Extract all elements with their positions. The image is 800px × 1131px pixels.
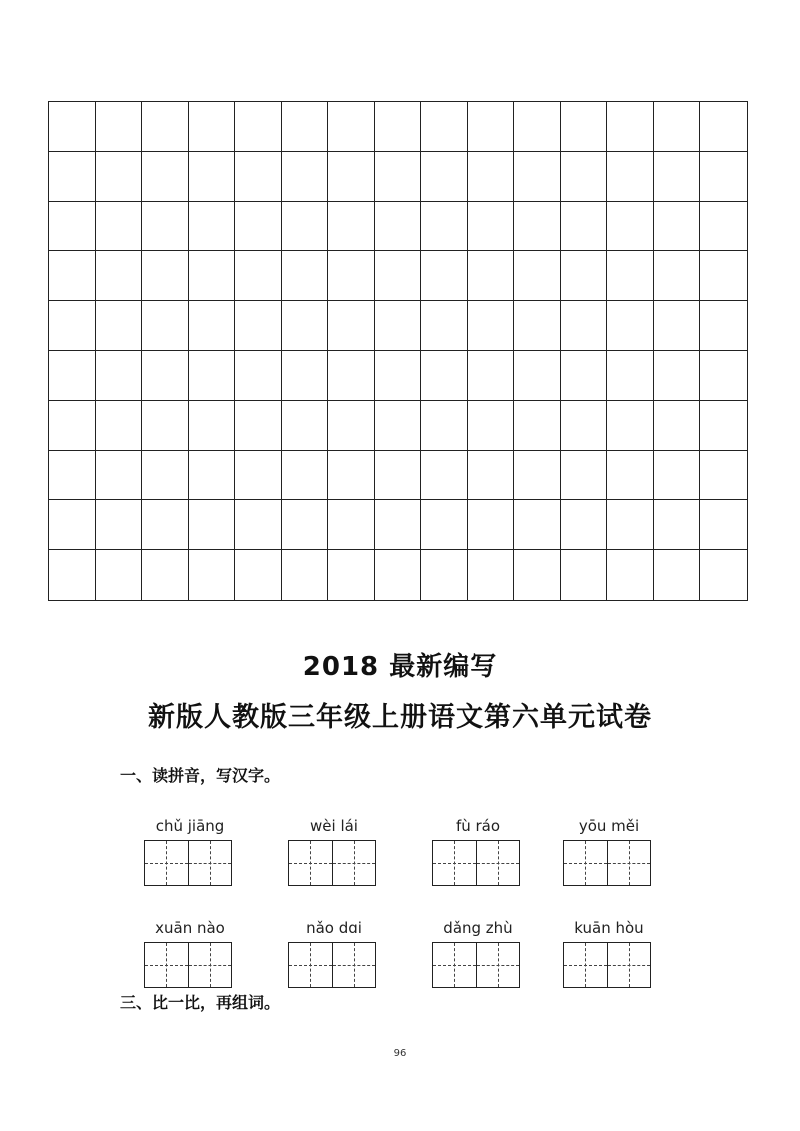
writing-grid-cell[interactable]	[561, 251, 608, 301]
writing-grid-cell[interactable]	[282, 401, 329, 451]
writing-grid-cell[interactable]	[421, 301, 468, 351]
writing-grid-cell[interactable]	[328, 351, 375, 401]
writing-grid-cell[interactable]	[654, 251, 701, 301]
writing-grid-cell[interactable]	[654, 102, 701, 152]
writing-grid-cell[interactable]	[328, 451, 375, 501]
tianzige-cell[interactable]	[145, 943, 188, 987]
writing-grid-cell[interactable]	[282, 500, 329, 550]
writing-grid-cell[interactable]	[96, 500, 143, 550]
writing-grid-cell[interactable]	[328, 301, 375, 351]
writing-grid-cell[interactable]	[282, 251, 329, 301]
writing-grid-cell[interactable]	[189, 152, 236, 202]
writing-grid-cell[interactable]	[49, 152, 96, 202]
tianzige-cell[interactable]	[564, 943, 607, 987]
writing-grid-cell[interactable]	[328, 500, 375, 550]
tianzige-box-pair[interactable]	[563, 840, 651, 886]
writing-grid-cell[interactable]	[700, 251, 747, 301]
writing-grid-cell[interactable]	[282, 102, 329, 152]
pinyin-label: fù ráo	[455, 817, 501, 835]
pinyin-word	[288, 918, 380, 988]
tianzige-box-pair[interactable]	[432, 840, 520, 886]
writing-grid-cell[interactable]	[700, 351, 747, 401]
writing-grid-cell[interactable]	[468, 202, 515, 252]
writing-grid-cell[interactable]	[607, 102, 654, 152]
writing-grid-cell[interactable]	[142, 301, 189, 351]
writing-grid-cell[interactable]	[328, 401, 375, 451]
writing-grid-cell[interactable]	[49, 202, 96, 252]
writing-grid-cell[interactable]	[654, 550, 701, 600]
writing-grid-cell[interactable]	[96, 351, 143, 401]
writing-grid-cell[interactable]	[700, 102, 747, 152]
writing-grid-cell[interactable]	[421, 251, 468, 301]
writing-grid-cell[interactable]	[49, 351, 96, 401]
writing-grid-cell[interactable]	[375, 401, 422, 451]
writing-grid-cell[interactable]	[700, 152, 747, 202]
writing-grid-cell[interactable]	[421, 102, 468, 152]
writing-grid-cell[interactable]	[142, 550, 189, 600]
writing-grid-cell[interactable]	[654, 301, 701, 351]
writing-grid-cell[interactable]	[96, 401, 143, 451]
writing-grid-cell[interactable]	[142, 102, 189, 152]
writing-grid-cell[interactable]	[189, 550, 236, 600]
writing-grid-cell[interactable]	[142, 500, 189, 550]
tianzige-box-pair[interactable]	[288, 942, 376, 988]
writing-grid-cell[interactable]	[375, 550, 422, 600]
writing-grid-cell[interactable]	[514, 152, 561, 202]
writing-grid-cell[interactable]	[514, 251, 561, 301]
writing-grid-cell[interactable]	[561, 500, 608, 550]
tianzige-cell[interactable]	[433, 943, 476, 987]
writing-grid-cell[interactable]	[49, 500, 96, 550]
writing-grid-cell[interactable]	[189, 351, 236, 401]
writing-grid-cell[interactable]	[654, 152, 701, 202]
writing-grid-cell[interactable]	[235, 202, 282, 252]
pinyin-label: wèi lái	[310, 817, 358, 835]
writing-grid-cell[interactable]	[142, 401, 189, 451]
writing-grid-cell[interactable]	[654, 401, 701, 451]
writing-grid-cell[interactable]	[375, 351, 422, 401]
writing-grid-cell[interactable]	[142, 152, 189, 202]
writing-grid-cell[interactable]	[328, 251, 375, 301]
writing-grid-cell[interactable]	[235, 500, 282, 550]
document-main-title: 新版人教版三年级上册语文第六单元试卷	[148, 702, 652, 733]
tianzige-cell[interactable]	[188, 841, 232, 885]
writing-grid-cell[interactable]	[282, 152, 329, 202]
tianzige-box-pair[interactable]	[288, 840, 376, 886]
tianzige-cell[interactable]	[332, 841, 376, 885]
writing-grid-cell[interactable]	[282, 351, 329, 401]
writing-grid-cell[interactable]	[49, 550, 96, 600]
writing-grid-cell[interactable]	[96, 451, 143, 501]
writing-grid-cell[interactable]	[607, 351, 654, 401]
document-year-title: 2018 最新编写	[302, 652, 498, 682]
writing-grid-cell[interactable]	[282, 451, 329, 501]
writing-grid-cell[interactable]	[328, 550, 375, 600]
tianzige-box-pair[interactable]	[144, 942, 232, 988]
pinyin-word	[563, 816, 655, 886]
writing-grid-cell[interactable]	[189, 401, 236, 451]
writing-grid-cell[interactable]	[328, 152, 375, 202]
writing-grid-cell[interactable]	[700, 451, 747, 501]
pinyin-label: chǔ jiāng	[155, 817, 225, 835]
tianzige-cell[interactable]	[564, 841, 607, 885]
writing-grid-cell[interactable]	[328, 202, 375, 252]
writing-grid-cell[interactable]	[235, 251, 282, 301]
writing-grid-cell[interactable]	[96, 102, 143, 152]
writing-grid-cell[interactable]	[514, 202, 561, 252]
writing-grid-cell[interactable]	[375, 301, 422, 351]
writing-grid-cell[interactable]	[282, 202, 329, 252]
writing-grid-cell[interactable]	[375, 500, 422, 550]
writing-grid-cell[interactable]	[561, 451, 608, 501]
writing-grid-cell[interactable]	[607, 401, 654, 451]
writing-grid-cell[interactable]	[96, 251, 143, 301]
tianzige-cell[interactable]	[332, 943, 376, 987]
writing-grid-cell[interactable]	[607, 451, 654, 501]
writing-grid-cell[interactable]	[607, 550, 654, 600]
writing-grid-cell[interactable]	[468, 500, 515, 550]
writing-grid-cell[interactable]	[421, 451, 468, 501]
tianzige-cell[interactable]	[188, 943, 232, 987]
writing-grid-cell[interactable]	[607, 251, 654, 301]
writing-grid-cell[interactable]	[375, 152, 422, 202]
writing-grid-cell[interactable]	[468, 301, 515, 351]
pinyin-label: dǎng zhù	[443, 919, 513, 937]
writing-grid-cell[interactable]	[49, 451, 96, 501]
writing-grid-cell[interactable]	[375, 451, 422, 501]
writing-grid-cell[interactable]	[468, 251, 515, 301]
writing-grid-cell[interactable]	[421, 152, 468, 202]
writing-grid-cell[interactable]	[235, 550, 282, 600]
tianzige-cell[interactable]	[433, 841, 476, 885]
writing-grid-cell[interactable]	[700, 401, 747, 451]
tianzige-box-pair[interactable]	[144, 840, 232, 886]
writing-grid-cell[interactable]	[142, 451, 189, 501]
writing-grid-cell[interactable]	[375, 202, 422, 252]
writing-grid-cell[interactable]	[561, 550, 608, 600]
writing-grid-cell[interactable]	[49, 102, 96, 152]
tianzige-cell[interactable]	[476, 943, 520, 987]
writing-grid-cell[interactable]	[514, 301, 561, 351]
tianzige-box-pair[interactable]	[563, 942, 651, 988]
writing-grid-cell[interactable]	[49, 401, 96, 451]
writing-grid-cell[interactable]	[514, 550, 561, 600]
writing-grid-cell[interactable]	[96, 550, 143, 600]
writing-grid-cell[interactable]	[421, 500, 468, 550]
tianzige-box-pair[interactable]	[432, 942, 520, 988]
writing-grid-cell[interactable]	[142, 351, 189, 401]
writing-grid-cell[interactable]	[282, 550, 329, 600]
tianzige-cell[interactable]	[145, 841, 188, 885]
writing-grid-cell[interactable]	[561, 301, 608, 351]
writing-grid-cell[interactable]	[375, 251, 422, 301]
writing-grid-cell[interactable]	[375, 102, 422, 152]
writing-grid-cell[interactable]	[189, 301, 236, 351]
writing-grid-cell[interactable]	[561, 102, 608, 152]
writing-grid-cell[interactable]	[235, 351, 282, 401]
writing-grid-cell[interactable]	[421, 401, 468, 451]
writing-grid-cell[interactable]	[654, 202, 701, 252]
writing-grid-cell[interactable]	[235, 152, 282, 202]
writing-grid-cell[interactable]	[561, 152, 608, 202]
pinyin-label: xuān nào	[155, 919, 225, 937]
writing-grid-cell[interactable]	[514, 451, 561, 501]
tianzige-cell[interactable]	[607, 943, 651, 987]
pinyin-word	[144, 918, 236, 988]
writing-grid-cell[interactable]	[282, 301, 329, 351]
writing-grid-cell[interactable]	[235, 102, 282, 152]
pinyin-label: yōu měi	[578, 817, 640, 835]
writing-grid-cell[interactable]	[189, 251, 236, 301]
writing-grid-cell[interactable]	[235, 451, 282, 501]
writing-grid-cell[interactable]	[607, 202, 654, 252]
writing-grid-cell[interactable]	[514, 500, 561, 550]
writing-grid-cell[interactable]	[607, 500, 654, 550]
writing-grid-cell[interactable]	[421, 351, 468, 401]
writing-grid-cell[interactable]	[561, 202, 608, 252]
section-1-heading: 一、读拼音，写汉字。	[120, 766, 281, 785]
writing-grid-cell[interactable]	[700, 550, 747, 600]
writing-grid-cell[interactable]	[49, 251, 96, 301]
writing-grid-cell[interactable]	[700, 500, 747, 550]
writing-grid	[48, 101, 748, 601]
pinyin-word	[432, 918, 524, 988]
tianzige-cell[interactable]	[607, 841, 651, 885]
writing-grid-cell[interactable]	[468, 550, 515, 600]
tianzige-cell[interactable]	[289, 943, 332, 987]
writing-grid-cell[interactable]	[421, 202, 468, 252]
pinyin-label: kuān hòu	[574, 919, 644, 937]
writing-grid-cell[interactable]	[654, 351, 701, 401]
writing-grid-cell[interactable]	[561, 351, 608, 401]
writing-grid-cell[interactable]	[235, 301, 282, 351]
writing-grid-cell[interactable]	[96, 301, 143, 351]
writing-grid-cell[interactable]	[654, 500, 701, 550]
writing-grid-cell[interactable]	[235, 401, 282, 451]
writing-grid-cell[interactable]	[700, 202, 747, 252]
pinyin-word	[563, 918, 655, 988]
writing-grid-cell[interactable]	[468, 401, 515, 451]
tianzige-cell[interactable]	[476, 841, 520, 885]
tianzige-cell[interactable]	[289, 841, 332, 885]
writing-grid-cell[interactable]	[514, 351, 561, 401]
writing-grid-cell[interactable]	[654, 451, 701, 501]
writing-grid-cell[interactable]	[142, 202, 189, 252]
writing-grid-cell[interactable]	[96, 152, 143, 202]
writing-grid-cell[interactable]	[189, 202, 236, 252]
writing-grid-cell[interactable]	[468, 351, 515, 401]
pinyin-label: nǎo dɑi	[306, 919, 362, 937]
writing-grid-cell[interactable]	[561, 401, 608, 451]
writing-grid-cell[interactable]	[189, 102, 236, 152]
writing-grid-cell[interactable]	[49, 301, 96, 351]
writing-grid-cell[interactable]	[189, 500, 236, 550]
writing-grid-cell[interactable]	[514, 401, 561, 451]
writing-grid-cell[interactable]	[468, 102, 515, 152]
writing-grid-cell[interactable]	[607, 152, 654, 202]
writing-grid-cell[interactable]	[700, 301, 747, 351]
writing-grid-cell[interactable]	[607, 301, 654, 351]
pinyin-word	[432, 816, 524, 886]
writing-grid-cell[interactable]	[142, 251, 189, 301]
pinyin-word	[144, 816, 236, 886]
writing-grid-cell[interactable]	[189, 451, 236, 501]
section-3-heading: 三、比一比，再组词。	[120, 993, 281, 1012]
pinyin-word	[288, 816, 380, 886]
writing-grid-cell[interactable]	[328, 102, 375, 152]
writing-grid-cell[interactable]	[421, 550, 468, 600]
writing-grid-cell[interactable]	[468, 451, 515, 501]
writing-grid-cell[interactable]	[96, 202, 143, 252]
page-number: 96	[393, 1048, 407, 1059]
writing-grid-cell[interactable]	[514, 102, 561, 152]
writing-grid-cell[interactable]	[468, 152, 515, 202]
